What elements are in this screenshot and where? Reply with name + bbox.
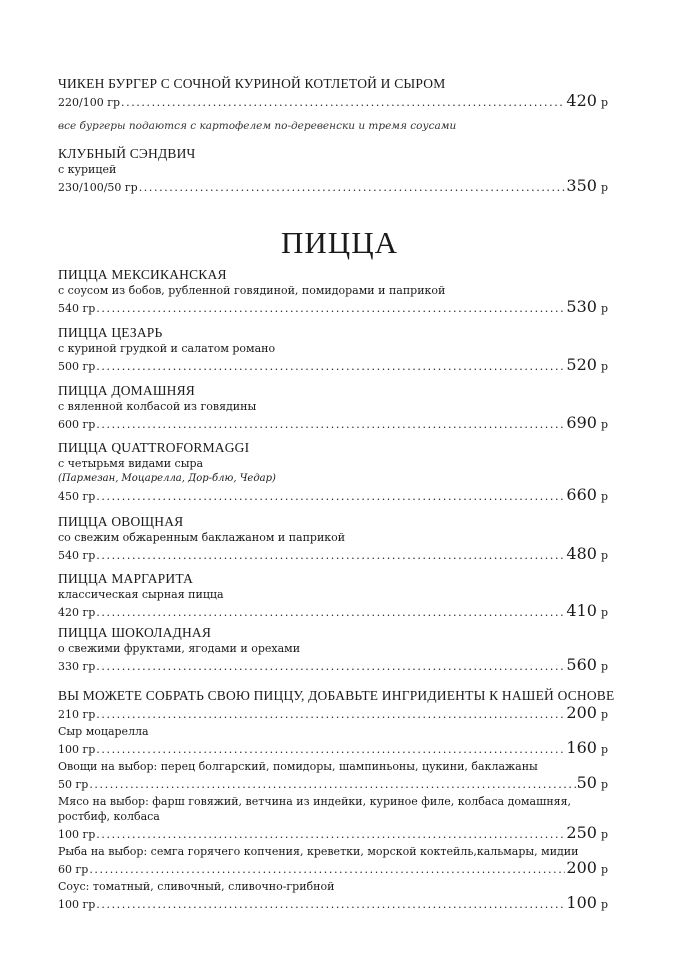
price-line [58,774,608,794]
item-description: с вяленной колбасой из говядины [58,400,257,413]
leader-dots [139,179,566,197]
currency: р [600,302,608,315]
item-price: 160 [566,738,597,757]
leader-dots [96,826,565,844]
item-weight: 600 гр [58,418,96,431]
currency: р [600,96,608,109]
item-weight: 500 гр [58,360,96,373]
item-weight: 540 гр [58,302,96,315]
item-price: 660 [566,485,597,504]
item-price: 690 [566,413,597,432]
addon-description: Овощи на выбор: перец болгарский, помидоры, шампиньоны, цукини, баклажаны [58,760,538,773]
price-line [58,739,608,759]
item-title: ПИЦЦА ЦЕЗАРЬ [58,325,163,340]
price-line [58,298,608,318]
item-weight: 60 гр [58,863,89,876]
item-price: 200 [566,858,597,877]
item-price: 480 [566,544,597,563]
item-title: ПИЦЦА QUATTROFORMAGGI [58,440,250,455]
leader-dots [121,94,565,112]
item-price: 200 [566,703,597,722]
leader-dots [96,658,565,676]
leader-dots [96,896,565,914]
price-line [58,177,608,197]
item-price: 100 [566,893,597,912]
price-line [58,92,608,112]
leader-dots [89,861,565,879]
item-note: (Пармезан, Моцарелла, Дор-блю, Чедар) [58,473,276,484]
leader-dots [89,776,575,794]
item-price: 50 [576,773,597,792]
addon-description: Рыба на выбор: семга горячего копчения, креветки, морской коктейль,кальмары, мидии [58,845,579,858]
item-weight: 540 гр [58,549,96,562]
price-line [58,859,608,879]
item-description: с соусом из бобов, рубленной говядиной, помидорами и паприкой [58,284,446,297]
item-description: с куриной грудкой и салатом романо [58,342,276,355]
item-description: со свежим обжаренным баклажаном и паприкой [58,531,346,544]
addon-description: Мясо на выбор: фарш говяжий, ветчина из индейки, куриное филе, колбаса домашняя, [58,795,572,808]
item-title: ПИЦЦА МЕКСИКАНСКАЯ [58,267,227,282]
leader-dots [96,547,565,565]
item-price: 250 [566,823,597,842]
menu-item-pizza-homemade [58,383,608,434]
currency: р [600,708,608,721]
price-line [58,545,608,565]
currency: р [600,660,608,673]
item-description: классическая сырная пицца [58,588,224,601]
addon-description-cont: ростбиф, колбаса [58,810,160,823]
price-line [58,486,608,506]
price-line [58,704,608,724]
section-title-pizza: ПИЦЦА [281,225,398,260]
addon-description: Сыр моцарелла [58,725,149,738]
item-title: ПИЦЦА ШОКОЛАДНАЯ [58,625,212,640]
menu-item-chicken-burger [58,76,608,112]
item-title: ПИЦЦА ДОМАШНЯЯ [58,383,196,398]
currency: р [600,360,608,373]
item-title: ЧИКЕН БУРГЕР С СОЧНОЙ КУРИНОЙ КОТЛЕТОЙ И СЫРОМ [58,76,446,91]
currency: р [600,828,608,841]
item-weight: 230/100/50 гр [58,181,138,194]
item-weight: 50 гр [58,778,89,791]
item-title: ПИЦЦА МАРГАРИТА [58,571,194,586]
leader-dots [96,604,565,622]
custom-pizza-block [58,688,615,914]
item-price: 530 [566,297,597,316]
leader-dots [96,300,565,318]
price-line [58,356,608,376]
item-price: 560 [566,655,597,674]
item-description: с четырьмя видами сыра [58,457,204,470]
item-title: ПИЦЦА ОВОЩНАЯ [58,514,184,529]
menu-item-pizza-quattroformaggi [58,440,608,506]
item-price: 350 [566,176,597,195]
currency: р [600,898,608,911]
item-weight: 330 гр [58,660,96,673]
item-description: о свежими фруктами, ягодами и орехами [58,642,301,655]
item-weight: 100 гр [58,743,96,756]
price-line [58,602,608,622]
item-weight: 420 гр [58,606,96,619]
menu-item-pizza-vegetable [58,514,608,565]
item-price: 420 [566,91,597,110]
currency: р [600,418,608,431]
leader-dots [96,706,565,724]
item-price: 520 [566,355,597,374]
item-price: 410 [566,601,597,620]
leader-dots [96,358,565,376]
item-description: с курицей [58,163,117,176]
currency: р [600,863,608,876]
leader-dots [96,741,565,759]
menu-item-pizza-mexican [58,267,608,318]
addon-description: Соус: томатный, сливочный, сливочно-грибной [58,880,335,893]
menu-item-pizza-margherita [58,571,608,622]
currency: р [600,743,608,756]
currency: р [600,549,608,562]
currency: р [600,490,608,503]
item-weight: 210 гр [58,708,96,721]
currency: р [600,606,608,619]
burger-note: все бургеры подаются с картофелем по-деревенски и тремя соусами [58,120,457,132]
custom-pizza-title: ВЫ МОЖЕТЕ СОБРАТЬ СВОЮ ПИЦЦУ, ДОБАВЬТЕ ИНГРИДИЕНТЫ К НАШЕЙ ОСНОВЕ [58,688,615,703]
leader-dots [96,488,565,506]
price-line [58,824,608,844]
price-line [58,894,608,914]
currency: р [600,778,608,791]
menu-item-club-sandwich [58,146,608,197]
menu-item-pizza-caesar [58,325,608,376]
price-line [58,414,608,434]
item-title: КЛУБНЫЙ СЭНДВИЧ [58,146,196,161]
leader-dots [96,416,565,434]
price-line [58,656,608,676]
item-weight: 100 гр [58,898,96,911]
menu-item-pizza-chocolate [58,625,608,676]
item-weight: 450 гр [58,490,96,503]
item-weight: 100 гр [58,828,96,841]
currency: р [600,181,608,194]
item-weight: 220/100 гр [58,96,120,109]
